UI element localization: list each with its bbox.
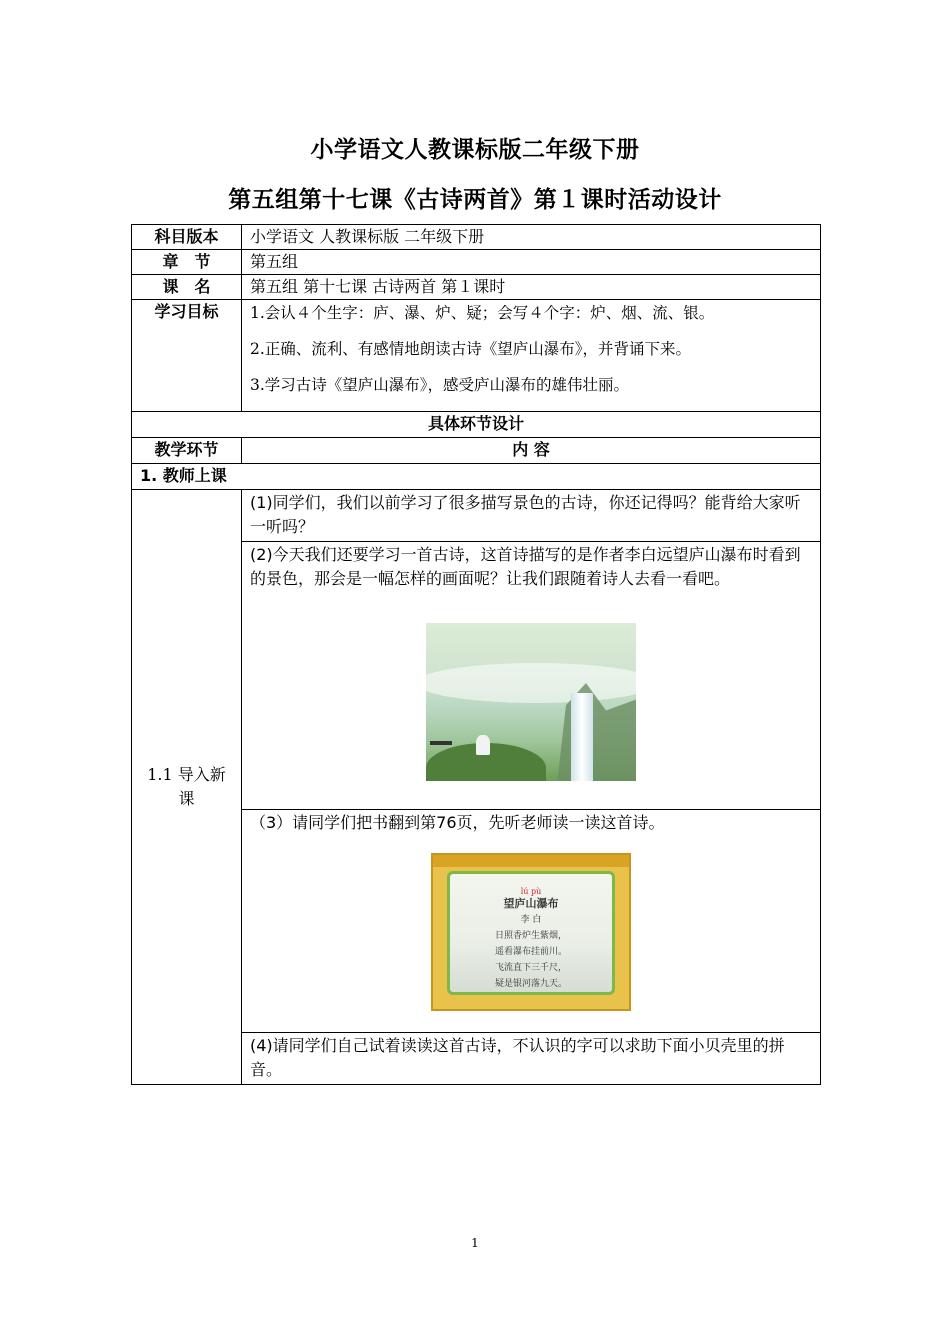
step-2 bbox=[242, 542, 821, 810]
lesson-value: 第五组 第十七课 古诗两首 第１课时 bbox=[242, 275, 821, 300]
lesson-label: 课 名 bbox=[132, 275, 242, 300]
document-title-line2: 第五组第十七课《古诗两首》第１课时活动设计 bbox=[228, 187, 722, 213]
goal-item: 2.正确、流利、有感情地朗读古诗《望庐山瀑布》，并背诵下来。 bbox=[250, 340, 692, 358]
chapter-value: 第五组 bbox=[242, 250, 821, 275]
waterfall-landscape-image bbox=[426, 623, 636, 781]
poem-author: 李 白 bbox=[520, 915, 542, 925]
poem-textbook-image bbox=[431, 853, 631, 1011]
goal-item: 3.学习古诗《望庐山瀑布》，感受庐山瀑布的雄伟壮丽。 bbox=[250, 376, 630, 394]
content-column-header: 内 容 bbox=[242, 438, 821, 464]
poem-pinyin: lú pù bbox=[520, 887, 542, 896]
step-4 bbox=[242, 1033, 821, 1085]
poem-line: 飞流直下三千尺， bbox=[494, 963, 567, 973]
design-header: 具体环节设计 bbox=[132, 412, 821, 438]
section-heading: 1. 教师上课 bbox=[132, 464, 821, 490]
lesson-design-table bbox=[131, 224, 821, 1085]
goal-item: 1.会认４个生字：庐、瀑、炉、疑；会写４个字：炉、烟、流、银。 bbox=[250, 304, 715, 322]
step-1 bbox=[242, 490, 821, 542]
poem-line: 遥看瀑布挂前川。 bbox=[494, 947, 567, 957]
goals-label: 学习目标 bbox=[132, 300, 242, 412]
subject-label: 科目版本 bbox=[132, 225, 242, 250]
poem-line: 日照香炉生紫烟， bbox=[494, 931, 567, 941]
goals-cell bbox=[242, 300, 821, 412]
step-3 bbox=[242, 810, 821, 1033]
stage-column-header: 教学环节 bbox=[132, 438, 242, 464]
poem-line: 疑是银河落九天。 bbox=[494, 979, 567, 989]
step-1-text: (1)同学们，我们以前学习了很多描写景色的古诗，你还记得吗？能背给大家听一听吗？ bbox=[250, 493, 801, 536]
step-2-text: (2)今天我们还要学习一首古诗，这首诗描写的是作者李白远望庐山瀑布时看到的景色，那会是一幅怎样的画面呢？让我们跟随着诗人去看一看吧。 bbox=[250, 545, 801, 588]
document-title-line1: 小学语文人教课标版二年级下册 bbox=[310, 137, 640, 163]
poem-title: 望庐山瀑布 bbox=[503, 897, 559, 910]
chapter-label: 章 节 bbox=[132, 250, 242, 275]
step-3-text: （3）请同学们把书翻到第76页，先听老师读一读这首诗。 bbox=[250, 813, 665, 832]
subject-value: 小学语文 人教课标版 二年级下册 bbox=[242, 225, 821, 250]
stage-1-1: 1.1 导入新课 bbox=[132, 490, 242, 1085]
page-number: 1 bbox=[471, 1236, 479, 1250]
step-4-text: (4)请同学们自己试着读读这首古诗，不认识的字可以求助下面小贝壳里的拼音。 bbox=[250, 1036, 785, 1079]
